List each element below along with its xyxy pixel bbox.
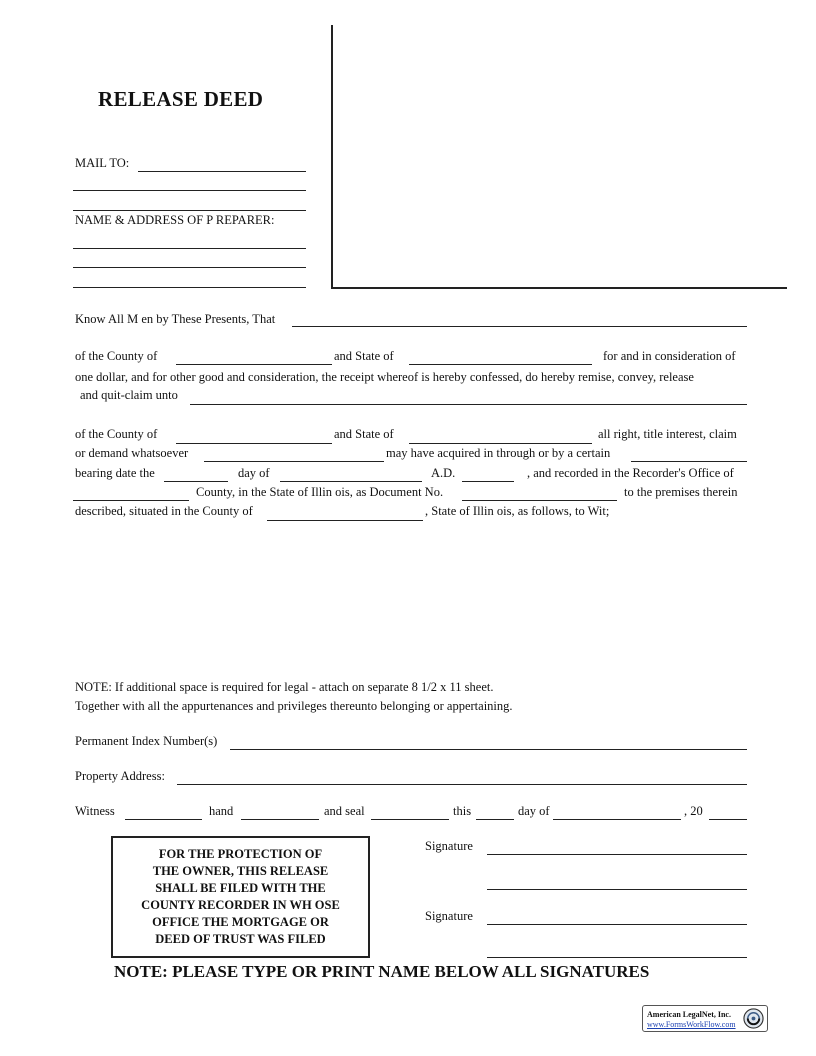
protection-line-4: COUNTY RECORDER IN WH OSE: [141, 898, 340, 912]
seal-line[interactable]: [371, 819, 449, 820]
this-day-line[interactable]: [476, 819, 514, 820]
situated-county-line[interactable]: [267, 520, 423, 521]
bearing-year-line[interactable]: [462, 481, 514, 482]
to-premises-text: to the premises therein: [624, 485, 738, 499]
protection-notice-box: [111, 836, 370, 958]
ad-label: A.D.: [431, 466, 456, 480]
year-line[interactable]: [709, 819, 747, 820]
protection-line-3: SHALL BE FILED WITH THE: [155, 881, 326, 895]
printed-name-line-1[interactable]: [487, 889, 747, 890]
instrument-line[interactable]: [631, 461, 747, 462]
recorder-county-line[interactable]: [73, 500, 189, 501]
recorder-box-left-border: [331, 25, 333, 289]
county-line-1[interactable]: [176, 364, 332, 365]
property-address-line[interactable]: [177, 784, 747, 785]
demand-whatsoever-label: or demand whatsoever: [75, 446, 189, 460]
state-line-1[interactable]: [409, 364, 592, 365]
company-url[interactable]: www.FormsWorkFlow.com: [647, 1020, 736, 1029]
pin-line[interactable]: [230, 749, 747, 750]
property-address-label: Property Address:: [75, 769, 165, 783]
bearing-month-line[interactable]: [280, 481, 422, 482]
preparer-line-1[interactable]: [73, 248, 306, 249]
signature-label-2: Signature: [425, 909, 473, 923]
protection-line-5: OFFICE THE MORTGAGE OR: [152, 915, 329, 929]
day-of-label: day of: [238, 466, 270, 480]
preparer-label: NAME & ADDRESS OF P REPARER:: [75, 213, 275, 227]
document-no-line[interactable]: [462, 500, 617, 501]
witness-label: Witness: [75, 804, 115, 818]
pin-label: Permanent Index Number(s): [75, 734, 218, 748]
mail-to-line-1[interactable]: [138, 171, 306, 172]
forms-workflow-badge[interactable]: [642, 1005, 768, 1032]
consideration-text: for and in consideration of: [603, 349, 736, 363]
mail-to-line-3[interactable]: [73, 210, 306, 211]
grantee-line[interactable]: [190, 404, 747, 405]
demand-line[interactable]: [204, 461, 384, 462]
printed-name-line-2[interactable]: [487, 957, 747, 958]
protection-line-1: FOR THE PROTECTION OF: [158, 847, 323, 861]
page-title: RELEASE DEED: [98, 87, 264, 111]
legal-note: NOTE: If additional space is required for legal - attach on separate 8 1/2 x 11 sheet.: [75, 680, 494, 694]
together-text: Together with all the appurtenances and privileges thereunto belonging or appertaining.: [75, 699, 513, 713]
recorded-text: , and recorded in the Recorder's Office of: [527, 466, 734, 480]
bearing-day-line[interactable]: [164, 481, 228, 482]
county-of-label-1: of the County of: [75, 349, 158, 363]
grantor-line[interactable]: [292, 326, 747, 327]
described-label: described, situated in the County of: [75, 504, 253, 518]
protection-line-2: THE OWNER, THIS RELEASE: [152, 864, 329, 878]
mail-to-line-2[interactable]: [73, 190, 306, 191]
hand-label: hand: [209, 804, 234, 818]
month-line[interactable]: [553, 819, 681, 820]
preparer-line-3[interactable]: [73, 287, 306, 288]
protection-line-6: DEED OF TRUST WAS FILED: [155, 932, 326, 946]
state-illinois-text: , State of Illin ois, as follows, to Wit;: [425, 504, 610, 518]
bearing-date-label: bearing date the: [75, 466, 155, 480]
day-of-label-2: day of: [518, 804, 550, 818]
globe-logo-icon: [743, 1008, 764, 1029]
acquired-text: may have acquired in through or by a certain: [386, 446, 611, 460]
signature-line-1[interactable]: [487, 854, 747, 855]
county-state-text: County, in the State of Illin ois, as Document No.: [196, 485, 444, 499]
state-of-label-2: and State of: [334, 427, 394, 441]
consideration-line-text: one dollar, and for other good and consideration, the receipt whereof is hereby confessed, do hereby remise, convey, release: [75, 370, 694, 384]
state-line-2[interactable]: [409, 443, 592, 444]
know-all-text: Know All M en by These Presents, That: [75, 312, 276, 326]
hand-line[interactable]: [241, 819, 319, 820]
witness-line[interactable]: [125, 819, 202, 820]
preparer-line-2[interactable]: [73, 267, 306, 268]
company-name: American LegalNet, Inc.: [647, 1010, 731, 1019]
year-prefix-label: , 20: [684, 804, 703, 818]
mail-to-label: MAIL TO:: [75, 156, 130, 170]
this-label: this: [453, 804, 472, 818]
county-of-label-2: of the County of: [75, 427, 158, 441]
signature-note: NOTE: PLEASE TYPE OR PRINT NAME BELOW ALL SIGNATURES: [114, 962, 650, 981]
quit-claim-label: and quit-claim unto: [80, 388, 178, 402]
signature-line-2[interactable]: [487, 924, 747, 925]
recorder-box-bottom-border: [331, 287, 787, 289]
state-of-label-1: and State of: [334, 349, 394, 363]
right-title-text: all right, title interest, claim: [598, 427, 737, 441]
and-seal-label: and seal: [324, 804, 365, 818]
county-line-2[interactable]: [176, 443, 332, 444]
signature-label-1: Signature: [425, 839, 473, 853]
